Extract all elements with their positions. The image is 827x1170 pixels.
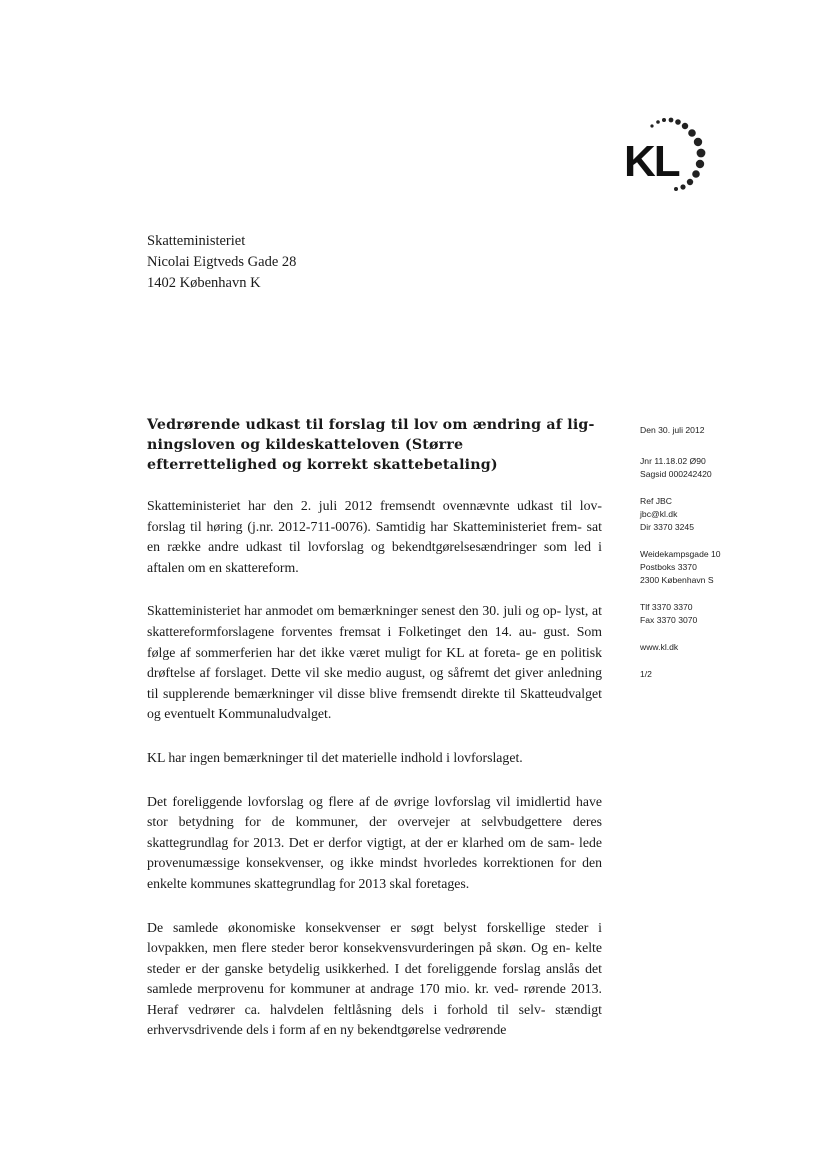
logo-text: KL: [624, 137, 679, 186]
page-number: 1/2: [640, 669, 652, 679]
body-paragraph: De samlede økonomiske konsekvenser er søgt belyst forskellige steder i lovpakken, men flere steder beror konsekvensvurderingen på skøn. Og en- kelte steder er der ganske betydelig usikkerhed. I det foreliggende forslag anslås det samlede merprovenu for kommuner at andrage 170 mio. kr. ved- rørende 2013. Heraf vedrører ca. halvdelen feltlåsning dels i forhold til selv- stændigt erhvervsdrivende dels i form af en ny bekendtgørelse vedrørende: [147, 919, 602, 1038]
reference: Ref JBC: [640, 496, 672, 506]
subject-heading: Vedrørende udkast til forslag til lov om ændring af lig- ningsloven og kildeskatteloven (Større efterrettelighed og korrekt skattebetaling): [147, 417, 595, 473]
case-id: Sagsid 000242420: [640, 469, 712, 479]
body-paragraph: Skatteministeriet har den 2. juli 2012 fremsendt ovennævnte udkast til lov- forslag til høring (j.nr. 2012-711-0076). Samtidig har Skatteministeriet frem- sat en række andre udkast til lovforslag og bekendtgørelsesændringer som led i aftalen om en skattereform.: [147, 498, 602, 575]
fax: Fax 3370 3070: [640, 615, 698, 625]
recipient-line: Skatteministeriet: [147, 233, 246, 249]
phone: Tlf 3370 3370: [640, 602, 693, 612]
body-paragraph: Det foreliggende lovforslag og flere af de øvrige lovforslag vil imidlertid have stor betydning for de kommuner, der overvejer at selvbudgettere deres skattegrundlag for 2013. Det er derfor vigtigt, at der er klarhed om de sam- lede provenumæssige konsekvenser, og ikke mindst hvorledes korrektionen for den enkelte kommunes skattegrundlag for 2013 skal foretages.: [147, 793, 602, 891]
body-paragraph: KL har ingen bemærkninger til det materielle indhold i lovforslaget.: [147, 749, 523, 765]
address-line: 2300 København S: [640, 575, 714, 585]
journal-number: Jnr 11.18.02 Ø90: [640, 456, 706, 466]
letter-body: [147, 496, 602, 1064]
address-line: Weidekampsgade 10: [640, 549, 721, 559]
address-line: Postboks 3370: [640, 562, 697, 572]
website: www.kl.dk: [640, 642, 679, 652]
recipient-line: 1402 København K: [147, 275, 261, 291]
direct-phone: Dir 3370 3245: [640, 522, 694, 532]
recipient-address: [147, 231, 296, 294]
recipient-line: Nicolai Eigtveds Gade 28: [147, 254, 297, 270]
email: jbc@kl.dk: [640, 509, 678, 519]
body-paragraph: Skatteministeriet har anmodet om bemærkninger senest den 30. juli og op- lyst, at skattereformforslagene forventes fremsat i Folketinget den 14. au- gust. Som følge af sommerferien har det ikke været muligt for KL at foreta- ge en politisk drøftelse af forslaget. Dette vil ske medio august, og såfremt det giver anledning til supplerende bemærkninger vil disse blive fremsendt direkte til Skatteudvalget og eventuelt Kommunaludvalget.: [147, 603, 602, 722]
letter-date: Den 30. juli 2012: [640, 425, 705, 435]
sender-info-column: [640, 424, 800, 695]
kl-logo: [616, 112, 726, 194]
